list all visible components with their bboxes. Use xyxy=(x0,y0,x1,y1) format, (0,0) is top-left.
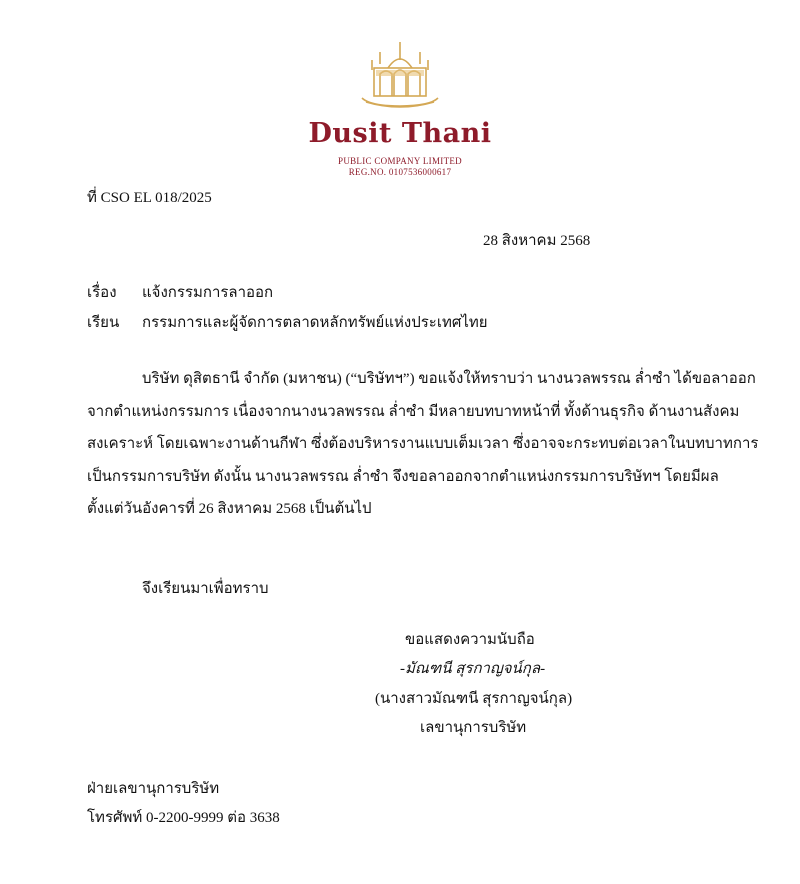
signature-closing: ขอแสดงความนับถือ xyxy=(405,632,535,648)
signer-title: เลขานุการบริษัท xyxy=(420,720,527,736)
letter-date: 28 สิงหาคม 2568 xyxy=(483,233,591,249)
body-line: จากตำแหน่งกรรมการ เนื่องจากนางนวลพรรณ ล่ำซำ มีหลายบทบาทหน้าที่ ทั้งด้านธุรกิจ ด้านงานสังคม xyxy=(87,404,740,420)
body-line: สงเคราะห์ โดยเฉพาะงานด้านกีฬา ซึ่งต้องบริหารงานแบบเต็มเวลา ซึ่งอาจจะกระทบต่อเวลาในบทบาทการ xyxy=(87,436,759,452)
emblem-icon xyxy=(300,40,500,115)
closing-note: จึงเรียนมาเพื่อทราบ xyxy=(142,581,269,597)
body-line: เป็นกรรมการบริษัท ดังนั้น นางนวลพรรณ ล่ำซำ จึงขอลาออกจากตำแหน่งกรรมการบริษัทฯ โดยมีผล xyxy=(87,469,719,485)
footer-department: ฝ่ายเลขานุการบริษัท xyxy=(87,781,220,797)
company-logo xyxy=(300,40,500,185)
company-type: PUBLIC COMPANY LIMITED xyxy=(338,156,462,166)
recipient-label: เรียน xyxy=(87,315,120,331)
subject-label: เรื่อง xyxy=(87,285,117,301)
body-line: บริษัท ดุสิตธานี จำกัด (มหาชน) (“บริษัทฯ”) ขอแจ้งให้ทราบว่า นางนวลพรรณ ล่ำซำ ได้ขอลาออก xyxy=(142,371,756,387)
recipient-value: กรรมการและผู้จัดการตลาดหลักทรัพย์แห่งประเทศไทย xyxy=(142,315,488,331)
signature: -มัณฑนี สุรกาญจน์กุล- xyxy=(400,661,546,677)
footer-phone: โทรศัพท์ 0-2200-9999 ต่อ 3638 xyxy=(87,810,280,826)
brand-name: Dusit Thani xyxy=(308,118,492,149)
subject-value: แจ้งกรรมการลาออก xyxy=(142,285,274,301)
registration-number: REG.NO. 0107536000617 xyxy=(348,167,452,177)
signer-name: (นางสาวมัณฑนี สุรกาญจน์กุล) xyxy=(375,691,573,707)
body-line: ตั้งแต่วันอังคารที่ 26 สิงหาคม 2568 เป็นต้นไป xyxy=(87,501,372,517)
reference-number: ที่ CSO EL 018/2025 xyxy=(87,190,212,206)
